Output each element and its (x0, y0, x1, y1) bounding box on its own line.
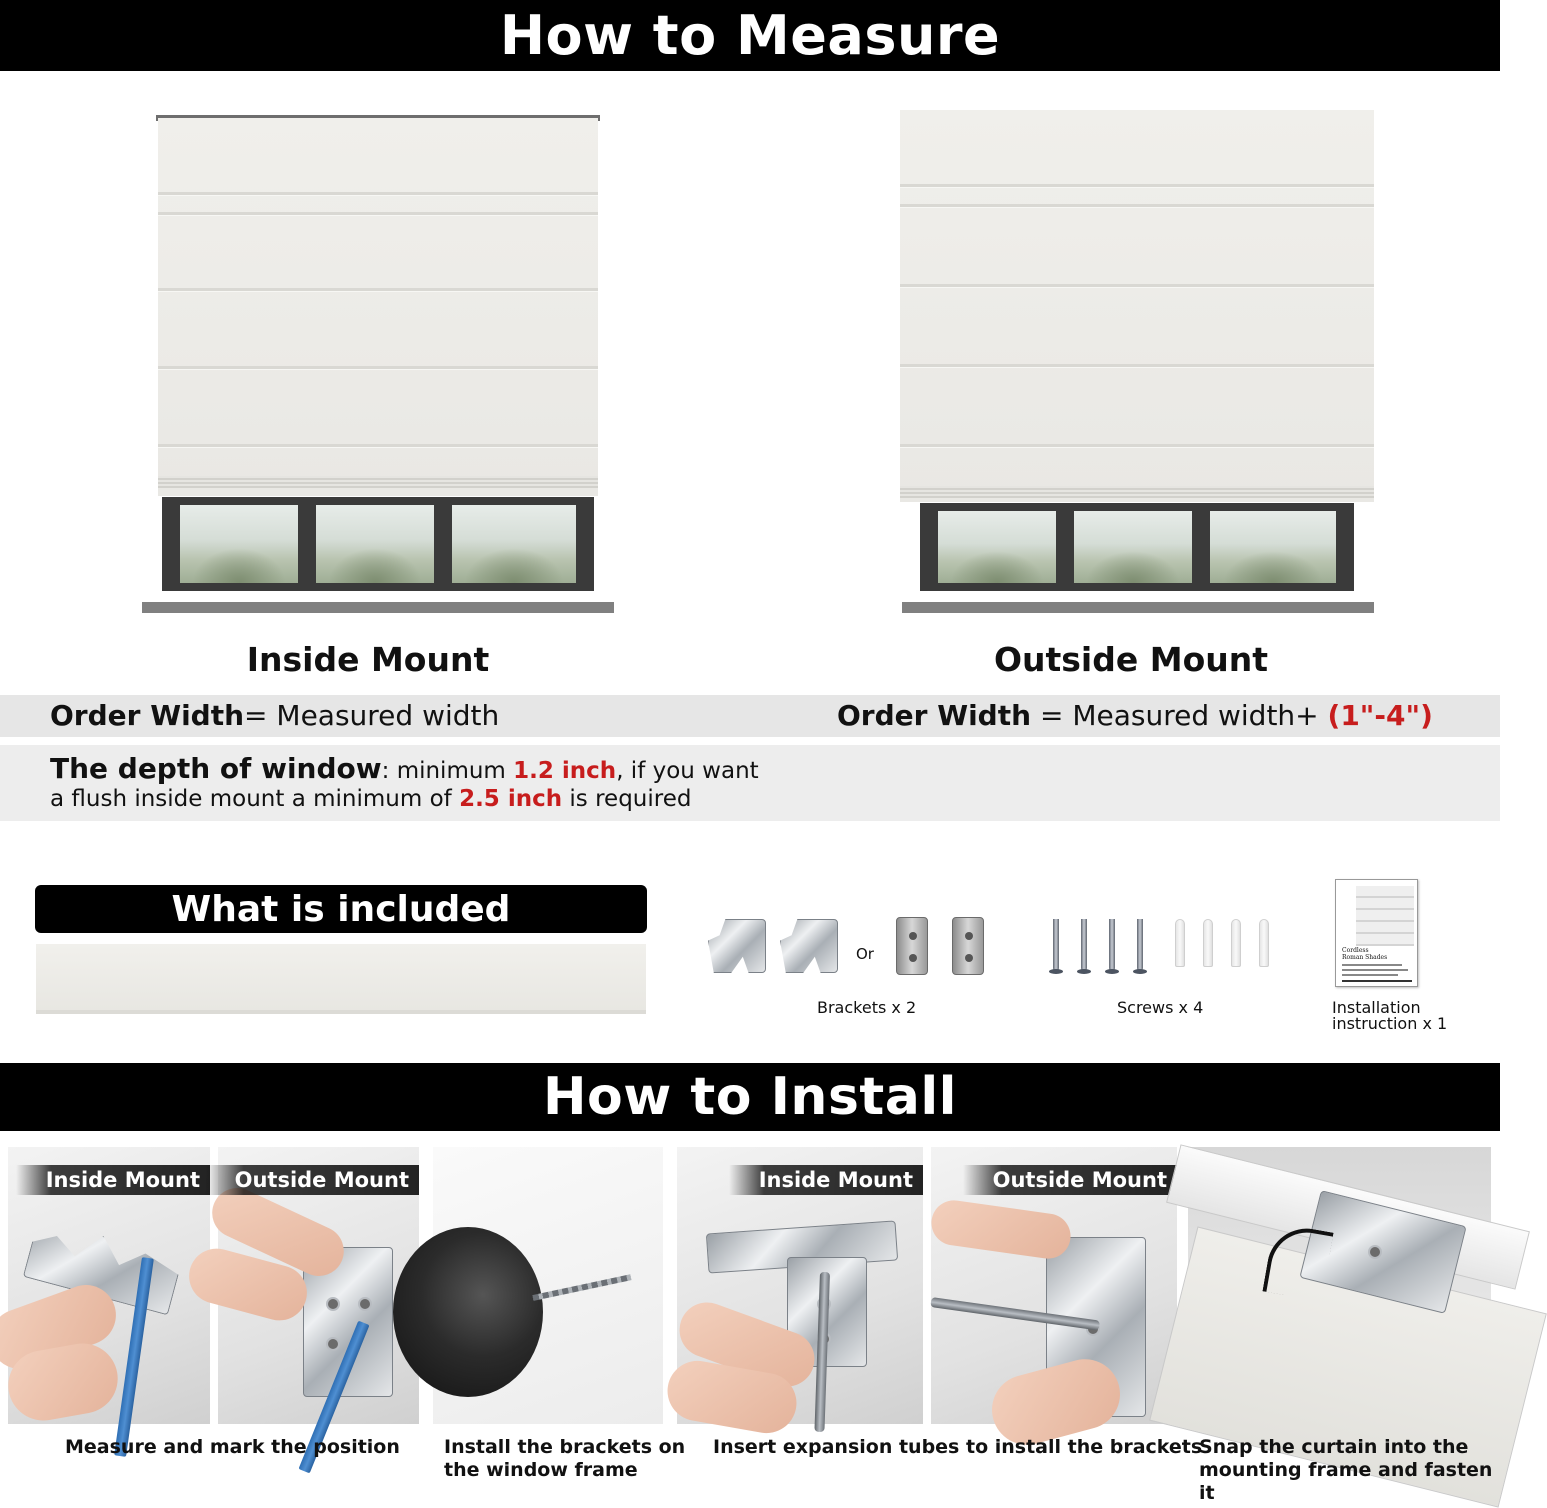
manual-caption (1332, 1000, 1447, 1032)
drill-icon (393, 1227, 543, 1397)
manual-caption-line1: Installation (1332, 998, 1421, 1017)
inside-mount-label: Inside Mount (246, 640, 490, 679)
screw-icon (1109, 919, 1115, 971)
manual-title-line1: Cordless (1342, 947, 1369, 954)
step3-outside-mount-photo (931, 1147, 1177, 1424)
inside-order-width (50, 699, 499, 732)
manual-caption-line2: instruction x 1 (1332, 1014, 1448, 1033)
inside-order-width-formula: = Measured width (244, 699, 500, 732)
anchor-icon (1259, 919, 1269, 967)
bracket-plate-icon (896, 917, 928, 975)
window-depth-min-text: minimum (396, 758, 514, 784)
manual-title-line2: Roman Shades (1342, 954, 1388, 961)
step2-drill-photo (433, 1147, 663, 1424)
window-depth-label: The depth of window (50, 752, 382, 785)
step4-caption (1199, 1436, 1500, 1505)
how-to-measure-title: How to Measure (499, 4, 1001, 67)
inside-order-width-label: Order Width (50, 699, 245, 732)
screw-icon (1053, 919, 1059, 971)
window-depth-required-text: is required (562, 786, 692, 812)
step3-caption: Insert expansion tubes to install the brackets (713, 1436, 1203, 1458)
step3-outside-tag: Outside Mount (963, 1165, 1177, 1195)
step4-snap-photo (1188, 1147, 1491, 1424)
inside-shade (158, 118, 598, 496)
outside-order-width-label: Order Width (837, 699, 1032, 732)
outside-mount-illustration (900, 110, 1374, 615)
outside-order-width-formula: Measured width+ (1072, 699, 1328, 732)
step1-outside-tag: Outside Mount (205, 1165, 419, 1195)
what-is-included-header (35, 885, 647, 933)
window-depth-min-value: 1.2 inch (513, 758, 617, 784)
outside-shade (900, 110, 1374, 502)
brackets-caption: Brackets x 2 (817, 998, 917, 1017)
bracket-icon (708, 919, 766, 973)
anchor-icon (1231, 919, 1241, 967)
step1-outside-mount-photo (218, 1147, 419, 1424)
how-to-install-title: How to Install (543, 1067, 957, 1127)
step4-caption-line1: Snap the curtain into the (1199, 1436, 1469, 1458)
screws-image (1045, 917, 1285, 977)
how-to-measure-banner (0, 0, 1500, 71)
window-depth-flush-value: 2.5 inch (459, 786, 563, 812)
screw-icon (1081, 919, 1087, 971)
step2-caption-line2: the window frame (444, 1459, 638, 1481)
step1-inside-mount-photo (8, 1147, 210, 1424)
outside-order-width-extra: (1"-4") (1327, 699, 1433, 732)
step3-inside-mount-photo (677, 1147, 923, 1424)
outside-mount-label: Outside Mount (993, 640, 1269, 679)
step1-caption: Measure and mark the position (65, 1436, 400, 1458)
screw-icon (1137, 919, 1143, 971)
step1-tag: Inside Mount (16, 1165, 210, 1195)
window-depth-if-text: , if you want (616, 758, 759, 784)
screws-caption: Screws x 4 (1117, 998, 1204, 1017)
step2-caption (444, 1436, 685, 1482)
installation-manual-image (1335, 879, 1418, 987)
bracket-plate-icon (952, 917, 984, 975)
outside-order-width-equals: = (1031, 699, 1073, 732)
brackets-image (706, 915, 1006, 980)
outside-order-width (837, 699, 1433, 732)
anchor-icon (1175, 919, 1185, 967)
inside-mount-illustration (142, 115, 614, 615)
what-is-included-title: What is included (171, 888, 511, 930)
how-to-install-banner (0, 1063, 1500, 1131)
bracket-or-label: Or (856, 945, 874, 963)
window-depth-line1 (50, 752, 759, 785)
shade-headrail-image (36, 944, 646, 1014)
step2-caption-line1: Install the brackets on (444, 1436, 686, 1458)
anchor-icon (1203, 919, 1213, 967)
bracket-icon (780, 919, 838, 973)
step3-tag: Inside Mount (729, 1165, 923, 1195)
window-depth-line2 (50, 786, 691, 812)
window-depth-colon: : (381, 758, 397, 784)
step4-caption-line2: mounting frame and fasten it (1199, 1459, 1493, 1504)
window-depth-flush-text: a flush inside mount a minimum of (50, 786, 460, 812)
